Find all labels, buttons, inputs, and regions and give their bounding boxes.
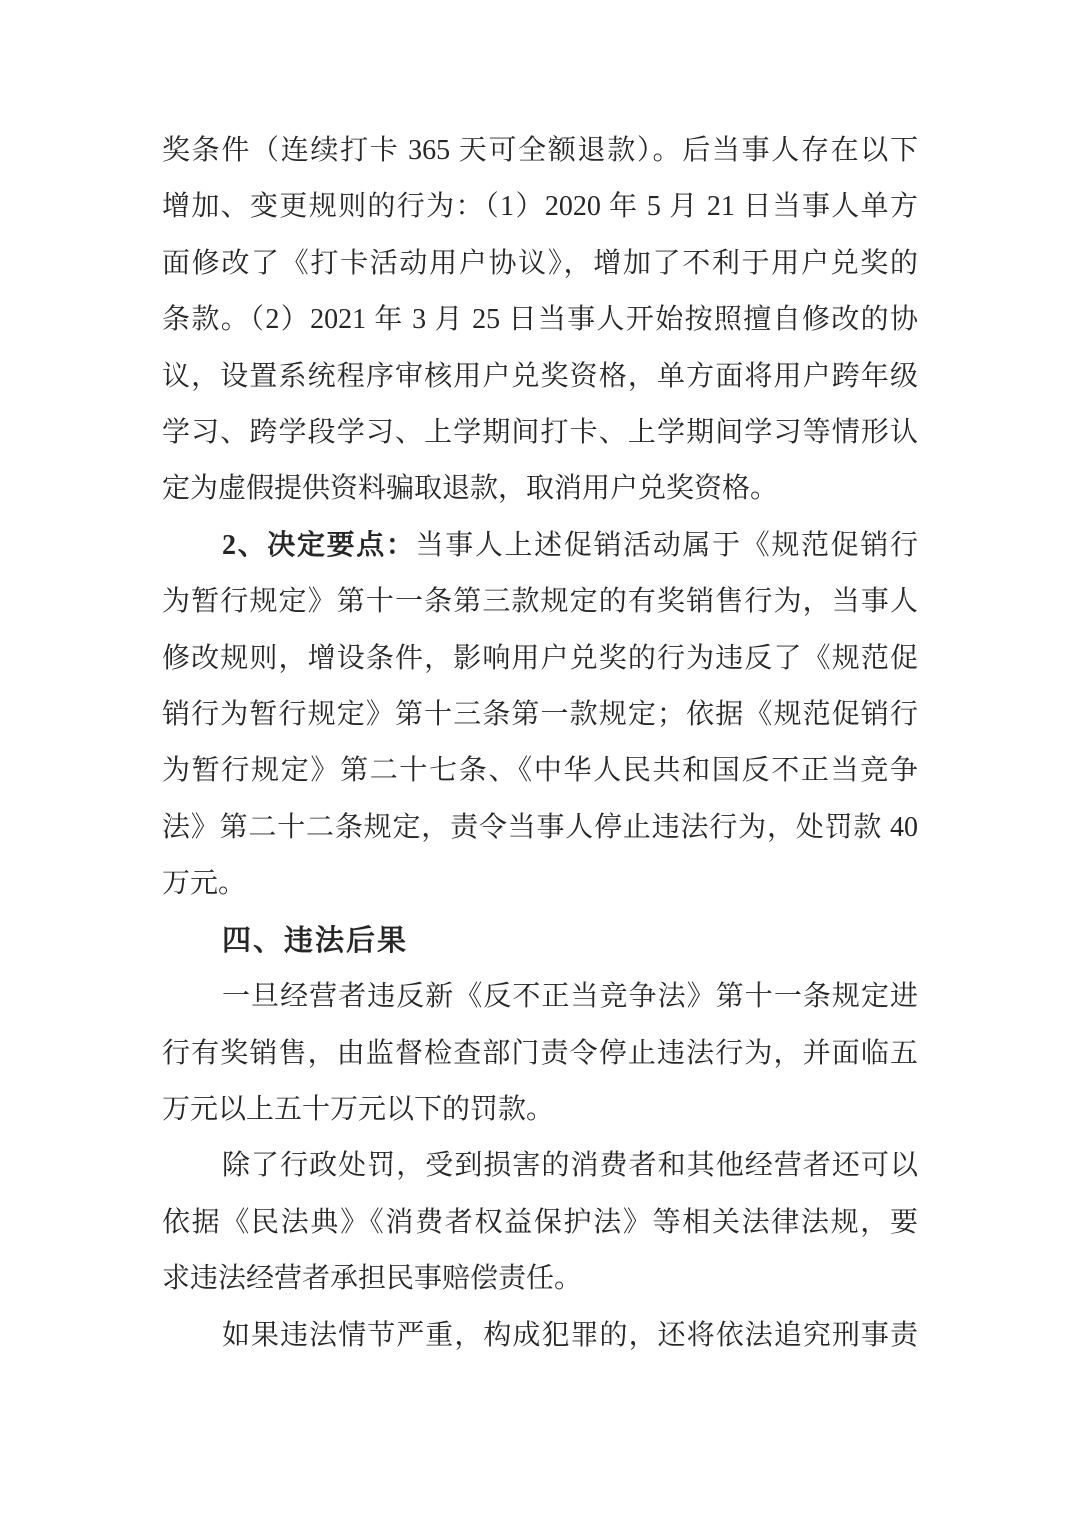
body-line: 修改规则，增设条件，影响用户兑奖的行为违反了《规范促 [162, 642, 918, 674]
paragraph-end-line: 万元以上五十万元以下的罚款。 [162, 1093, 555, 1125]
body-line: 依据《民法典》《消费者权益保护法》等相关法律法规，要 [162, 1206, 918, 1238]
section-heading: 四、违法后果 [222, 924, 409, 957]
body-line: 行有奖销售，由监督检查部门责令停止违法行为，并面临五 [162, 1037, 918, 1069]
paragraph-start-line: 如果违法情节严重，构成犯罪的，还将依法追究刑事责 [222, 1319, 918, 1351]
paragraph-end-line: 求违法经营者承担民事赔偿责任。 [162, 1263, 583, 1295]
body-line: 为暂行规定》第二十七条、《中华人民共和国反不正当竞争 [162, 755, 918, 787]
paragraph-start-line: 一旦经营者违反新《反不正当竞争法》第十一条规定进 [222, 981, 918, 1013]
body-line: 法》第二十二条规定，责令当事人停止违法行为，处罚款 40 [162, 811, 918, 843]
paragraph-end-line: 定为虚假提供资料骗取退款，取消用户兑奖资格。 [162, 473, 779, 505]
body-line: 条款。（2）2021 年 3 月 25 日当事人开始按照擅自修改的协 [162, 304, 918, 336]
body-line: 学习、跨学段学习、上学期间打卡、上学期间学习等情形认 [162, 417, 918, 449]
body-line: 面修改了《打卡活动用户协议》，增加了不利于用户兑奖的 [162, 247, 918, 279]
bold-lead-label: 2、决定要点： [222, 529, 416, 561]
body-line: 为暂行规定》第十一条第三款规定的有奖销售行为，当事人 [162, 586, 918, 618]
body-line: 奖条件（连续打卡 365 天可全额退款）。后当事人存在以下 [162, 135, 918, 166]
body-line: 销行为暂行规定》第十三条第一款规定；依据《规范促销行 [162, 699, 918, 731]
body-line-text: 当事人上述促销活动属于《规范促销行 [415, 529, 918, 561]
document-text-column [162, 123, 918, 1364]
paragraph-end-line: 万元。 [162, 868, 247, 900]
paragraph-start-line: 除了行政处罚，受到损害的消费者和其他经营者还可以 [222, 1150, 918, 1182]
body-line: 议，设置系统程序审核用户兑奖资格，单方面将用户跨年级 [162, 360, 918, 392]
body-line: 增加、变更规则的行为：（1）2020 年 5 月 21 日当事人单方 [162, 191, 918, 223]
body-line-with-bold-lead [162, 518, 918, 574]
